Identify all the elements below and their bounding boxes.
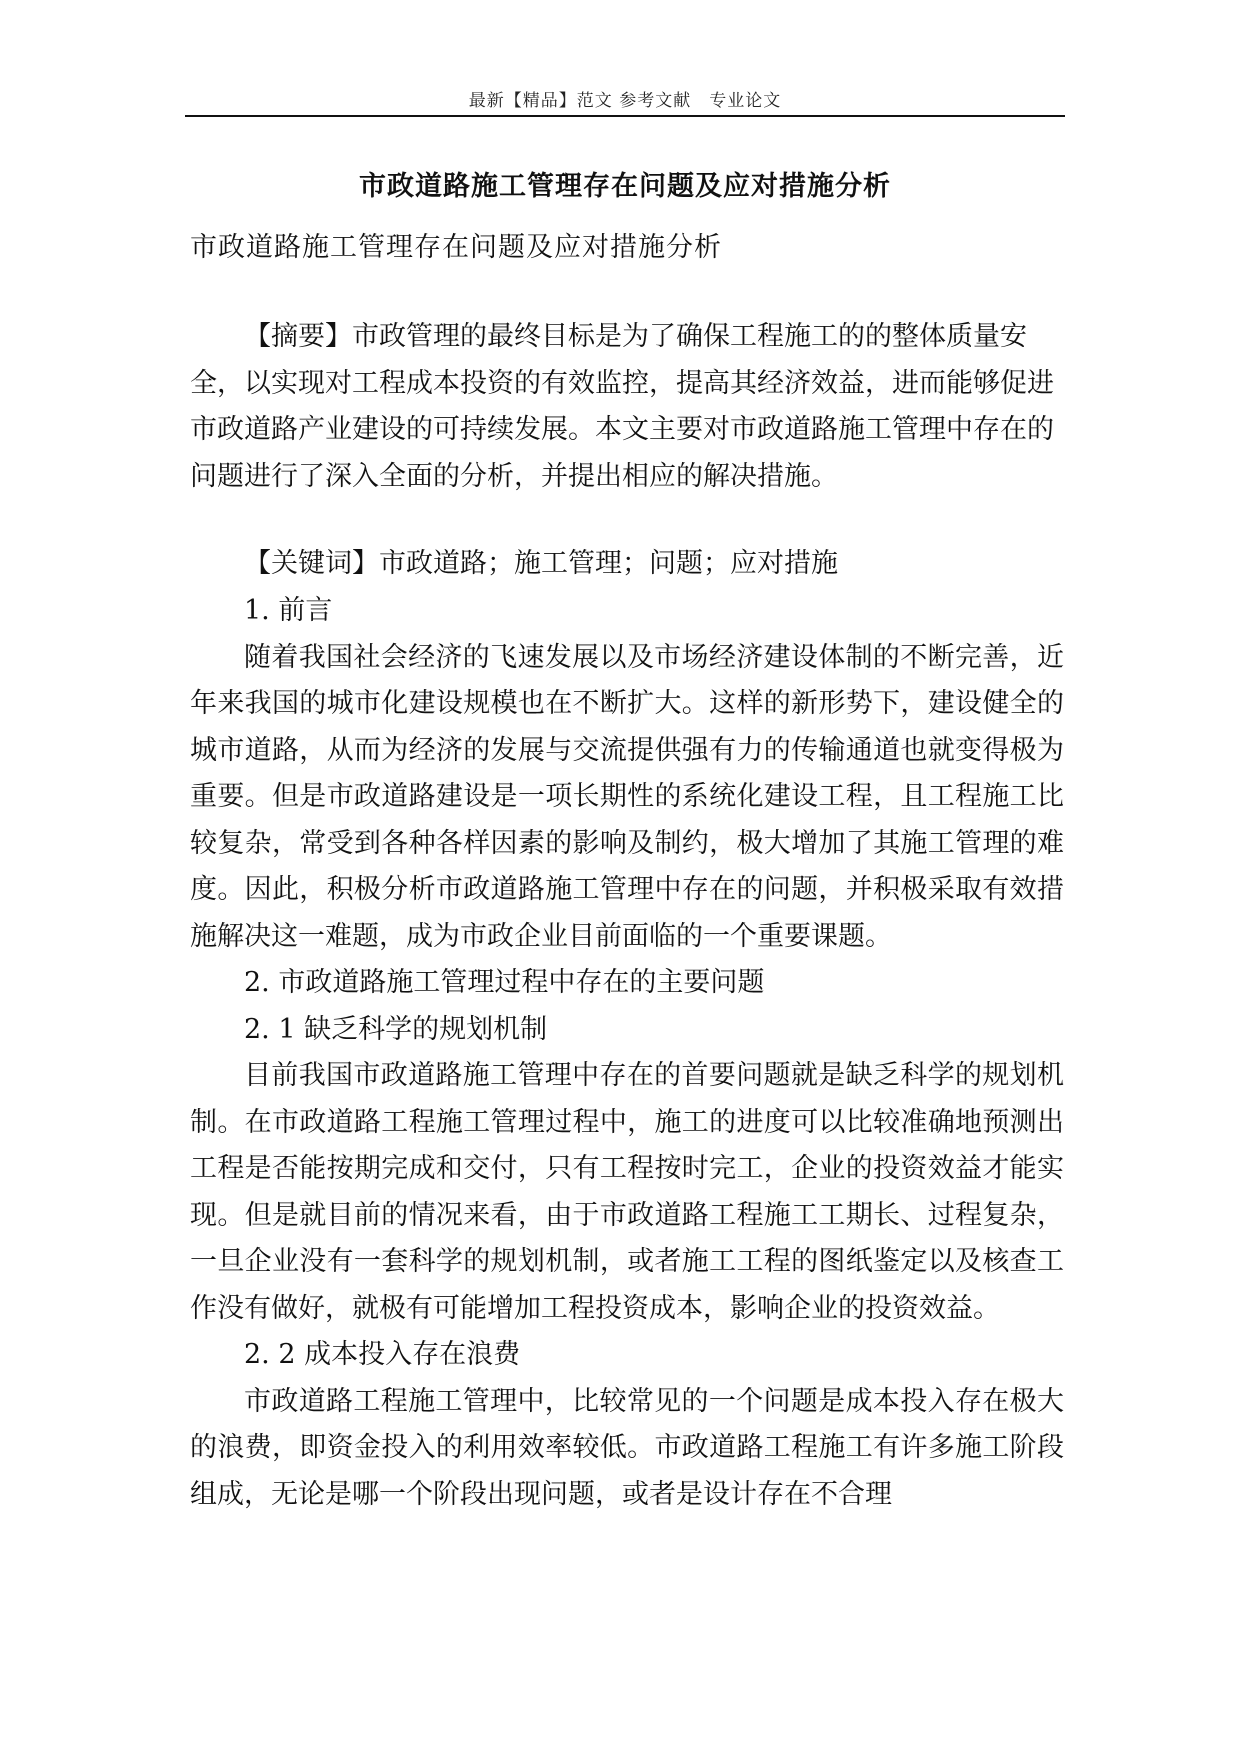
keywords-line: 【关键词】市政道路；施工管理；问题；应对措施 [244, 548, 838, 579]
document-subtitle: 市政道路施工管理存在问题及应对措施分析 [190, 232, 722, 263]
section-heading: 2. 市政道路施工管理过程中存在的主要问题 [244, 967, 765, 998]
header-rule [185, 115, 1065, 117]
subsection-heading: 2. 2 成本投入存在浪费 [244, 1339, 521, 1370]
body-paragraph: 随着我国社会经济的飞速发展以及市场经济建设体制的不断完善，近年来我国的城市化建设规模也在不断扩大。这样的新形势下，建设健全的城市道路，从而为经济的发展与交流提供强有力的传输通道也就变得极为重要。但是市政道路建设是一项长期性的系统化建设工程，且工程施工比较复杂，常受到各种各样因素的影响及制约，极大增加了其施工管理的难度。因此，积极分析市政道路施工管理中存在的问题，并积极采取有效措施解决这一难题，成为市政企业目前面临的一个重要课题。 [190, 641, 1064, 952]
section-heading: 1. 前言 [244, 595, 333, 626]
abstract-paragraph: 【摘要】市政管理的最终目标是为了确保工程施工的的整体质量安全，以实现对工程成本投资的有效监控，提高其经济效益，进而能够促进市政道路产业建设的可持续发展。本文主要对市政道路施工管理中存在的问题进行了深入全面的分析，并提出相应的解决措施。 [190, 321, 1054, 492]
document-title: 市政道路施工管理存在问题及应对措施分析 [359, 171, 891, 202]
subsection-heading: 2. 1 缺乏科学的规划机制 [244, 1013, 548, 1045]
body-paragraph: 市政道路工程施工管理中，比较常见的一个问题是成本投入存在极大的浪费，即资金投入的利用效率较低。市政道路工程施工有许多施工阶段组成，无论是哪一个阶段出现问题，或者是设计存在不合理 [190, 1385, 1064, 1510]
body-text [190, 588, 1064, 1518]
body-paragraph: 目前我国市政道路施工管理中存在的首要问题就是缺乏科学的规划机制。在市政道路工程施工管理过程中，施工的进度可以比较准确地预测出工程是否能按期完成和交付，只有工程按时完工，企业的投资效益才能实现。但是就目前的情况来看，由于市政道路工程施工工期长、过程复杂，一旦企业没有一套科学的规划机制，或者施工工程的图纸鉴定以及核查工作没有做好，就极有可能增加工程投资成本，影响企业的投资效益。 [190, 1060, 1064, 1324]
running-header: 最新【精品】范文 参考文献 专业论文 [468, 91, 782, 111]
